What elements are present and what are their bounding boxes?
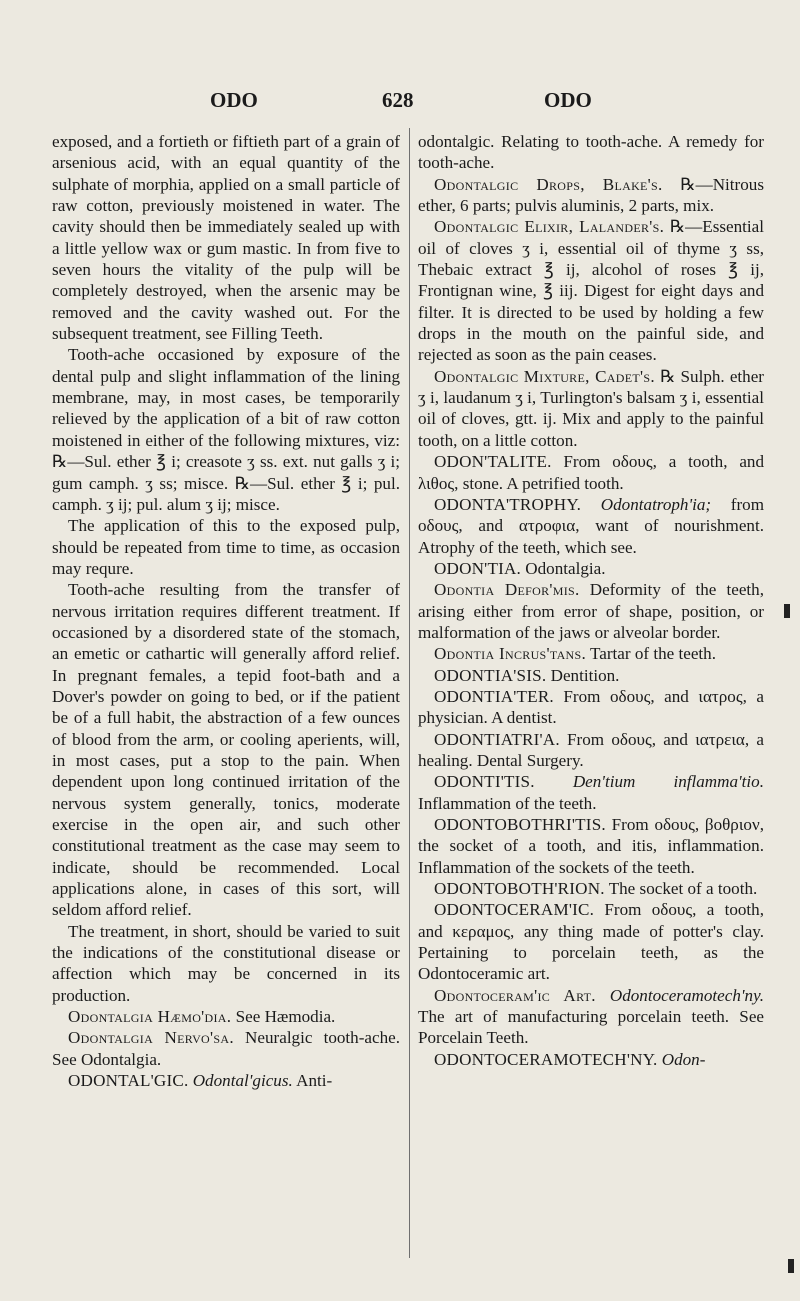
paragraph: The application of this to the exposed pulp, should be repeated from time to time, as occasion may requre. bbox=[52, 516, 400, 578]
entry-headword: ODONTOCERAM'IC. bbox=[434, 900, 595, 920]
entry-text: See Hæmodia. bbox=[231, 1007, 336, 1027]
dictionary-entry bbox=[418, 878, 764, 899]
header-left-guideword: ODO bbox=[210, 88, 258, 112]
entry-text: from οδους, and ατροφια, want of nourishment. Atrophy of the teeth, which see. bbox=[418, 494, 764, 557]
entry-text: Dentition. bbox=[546, 665, 620, 685]
entry-text: Odontalgia. bbox=[521, 558, 606, 578]
entry-latin-term: Odontatroph'ia; bbox=[581, 494, 712, 514]
dictionary-entry bbox=[418, 771, 764, 814]
dictionary-entry bbox=[52, 1070, 400, 1091]
dictionary-entry bbox=[418, 1049, 764, 1070]
entry-headword: ODONTI'TIS. bbox=[434, 772, 535, 792]
entry-headword: ODONTAL'GIC. bbox=[68, 1071, 189, 1091]
dictionary-entry bbox=[418, 216, 764, 365]
paragraph: exposed, and a fortieth or fiftieth part of a grain of arsenious acid, with an equal quantity of the sulphate of morphia, applied on a small particle of raw cotton, previously moistened in water. The cavity should then be immediately sealed up with a little yellow wax or gum mastic. In from five to seven hours the vitality of the pulp will be completely destroyed, when the arsenic may be removed and the cavity washed out. For the subsequent treatment, see Filling Teeth. bbox=[52, 132, 400, 344]
entry-headword: Odontalgic Mixture, Cadet's. bbox=[434, 366, 655, 386]
entry-text: From οδους, βοθριον, the socket of a tooth, and itis, inflammation. Inflammation of the sockets of the teeth. bbox=[418, 815, 764, 877]
entry-text: From οδους, a tooth, and λιθος, stone. A petrified tooth. bbox=[418, 452, 764, 493]
dictionary-entry bbox=[418, 558, 764, 579]
entry-text: Inflammation of the teeth. bbox=[418, 793, 597, 813]
entry-text: From οδους, and ιατρεια, a healing. Dental Surgery. bbox=[418, 729, 764, 770]
entry-headword: ODONTIATRI'A. bbox=[434, 729, 560, 749]
scan-margin-mark bbox=[788, 1259, 794, 1273]
entry-text: ℞—Nitrous ether, 6 parts; pulvis aluminis, 2 parts, mix. bbox=[418, 174, 764, 216]
entry-headword: ODONTOCERAMOTECH'NY. bbox=[434, 1049, 658, 1069]
entry-latin-term: Odontoceramotech'ny. bbox=[595, 985, 764, 1005]
dictionary-entry bbox=[418, 494, 764, 558]
header-right-guideword: ODO bbox=[544, 88, 592, 112]
dictionary-entry bbox=[418, 729, 764, 772]
entry-text: ℞ Sulph. ether ʒ i, laudanum ʒ i, Turlington's balsam ʒ i, essential oil of cloves, gtt. ij. Mix and apply to the painful tooth, on a little cotton. bbox=[418, 366, 764, 450]
dictionary-entry bbox=[418, 985, 764, 1049]
right-column bbox=[418, 131, 764, 1070]
dictionary-entry bbox=[52, 1027, 400, 1070]
scan-margin-mark bbox=[784, 604, 790, 618]
entry-latin-term: Odontal'gicus. bbox=[188, 1071, 293, 1091]
entry-headword: Odontia Defor'mis. bbox=[434, 580, 580, 600]
dictionary-entry bbox=[418, 579, 764, 643]
dictionary-entry bbox=[418, 814, 764, 878]
entry-text: From οδους, a tooth, and κεραμος, any thing made of potter's clay. Pertaining to porcelain teeth, as the Odontoceramic art. bbox=[418, 900, 764, 984]
dictionary-entry bbox=[52, 1006, 400, 1027]
entry-text: Tartar of the teeth. bbox=[586, 644, 717, 664]
paragraph: odontalgic. Relating to tooth-ache. A remedy for tooth-ache. bbox=[418, 132, 764, 173]
page-number: 628 bbox=[382, 88, 414, 112]
entry-headword: ODONTA'TROPHY. bbox=[434, 494, 582, 514]
paragraph: The treatment, in short, should be varied to suit the indications of the constitutional disease or affection which may be concerned in its production. bbox=[52, 921, 400, 1005]
entry-latin-term: Den'tium inflamma'tio. bbox=[534, 772, 764, 792]
entry-headword: Odontoceram'ic Art. bbox=[434, 985, 596, 1005]
entry-headword: ODONTOBOTHRI'TIS. bbox=[434, 815, 606, 834]
entry-headword: Odontalgia Hæmo'dia. bbox=[68, 1007, 232, 1027]
entry-latin-term: Odon- bbox=[657, 1049, 706, 1069]
entry-text: Neuralgic tooth-ache. See Odontalgia. bbox=[52, 1028, 400, 1069]
paragraph: Tooth-ache occasioned by exposure of the dental pulp and slight inflammation of the lining membrane, may, in most cases, be temporarily relieved by the application of a bit of raw cotton moistened in either of the following mixtures, viz: ℞—Sul. ether ℥ i; creasote ʒ ss. ext. nut galls ʒ i; gum camph. ʒ ss; misce. ℞—Sul. ether ℥ i; pul. camph. ʒ ij; pul. alum ʒ ij; misce. bbox=[52, 345, 400, 514]
entry-text: From οδους, and ιατρος, a physician. A dentist. bbox=[418, 686, 764, 728]
entry-headword: Odontalgic Drops, Blake's. bbox=[434, 174, 663, 194]
dictionary-entry bbox=[418, 366, 764, 451]
entry-headword: Odontalgic Elixir, Lalander's. bbox=[434, 217, 665, 237]
paragraph: Tooth-ache resulting from the transfer of nervous irritation requires different treatment. If occasioned by a disordered state of the stomach, an emetic or cathartic will generally afford relief. In pregnant females, a tepid foot-bath and a Dover's powder on going to bed, or if the patient be of a full habit, the abstraction of a few ounces of blood from the arm, or cooling aperients, will, in most cases, put a stop to the pain. When dependent upon long continued irritation of the nervous system generally, tonics, moderate exercise in the open air, and such other constitutional treatment as the case may seem to indicate, should be recommended. Local applications alone, in cases of this sort, will seldom afford relief. bbox=[52, 580, 400, 920]
entry-headword: ODONTIA'TER. bbox=[434, 686, 554, 706]
entry-headword: ODON'TIA. bbox=[434, 558, 522, 578]
entry-text: Deformity of the teeth, arising either from error of shape, position, or malformation of the jaws or alveolar border. bbox=[418, 580, 764, 642]
dictionary-entry bbox=[418, 451, 764, 494]
dictionary-entry bbox=[418, 665, 764, 686]
entry-headword: ODON'TALITE. bbox=[434, 452, 552, 472]
column-divider bbox=[409, 128, 410, 1258]
dictionary-entry bbox=[418, 643, 764, 664]
entry-text: The socket of a tooth. bbox=[604, 879, 758, 899]
entry-headword: ODONTOBOTH'RION. bbox=[434, 879, 605, 899]
entry-text: Anti- bbox=[292, 1071, 333, 1091]
entry-headword: Odontalgia Nervo'sa. bbox=[68, 1028, 234, 1048]
dictionary-entry bbox=[418, 686, 764, 729]
left-column bbox=[52, 131, 400, 1091]
entry-headword: ODONTIA'SIS. bbox=[434, 665, 547, 685]
entry-headword: Odontia Incrus'tans. bbox=[434, 644, 587, 664]
entry-text: The art of manufacturing porcelain teeth. See Porcelain Teeth. bbox=[418, 1007, 764, 1048]
entry-text: ℞—Essential oil of cloves ʒ i, essential oil of thyme ʒ ss, Thebaic extract ℥ ij, alcohol of roses ℥ ij, Frontignan wine, ℥ iij. Digest for eight days and filter. It is directed to be used by holding a few drops in the mouth on the painful side, and rejected as soon as the pain ceases. bbox=[418, 217, 764, 365]
running-header bbox=[0, 88, 800, 118]
dictionary-entry bbox=[418, 899, 764, 984]
dictionary-entry bbox=[418, 174, 764, 217]
